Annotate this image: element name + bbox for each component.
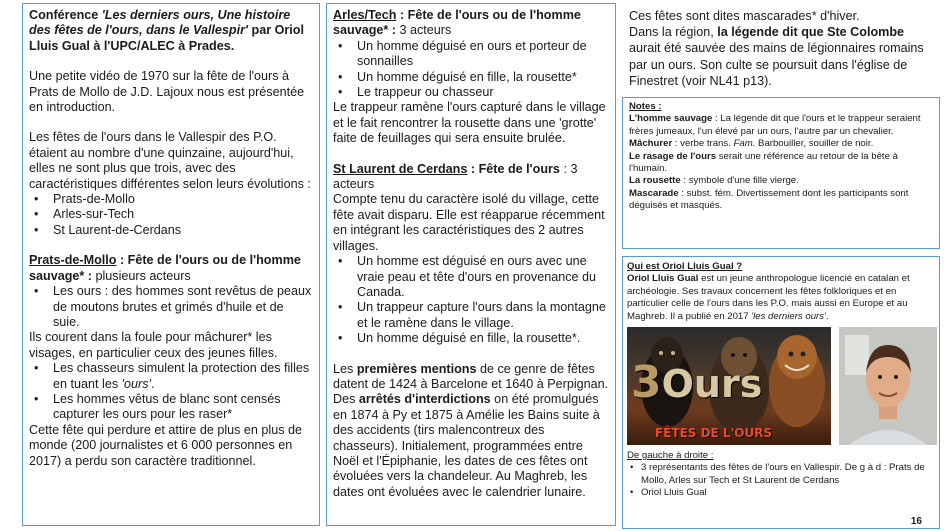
note-definition-end: Barbouiller, souiller de noir. [755, 138, 874, 150]
legend-paragraph [629, 24, 933, 89]
note-term: Mâchurer [629, 138, 673, 150]
caption-list [627, 462, 935, 499]
stl-list [333, 254, 609, 346]
list-item: • Oriol Lluis Gual [627, 487, 935, 499]
bio-text: est un jeune anthropologue licencié en catalan et archéologie. Ses travaux concernent les fêtes folkloriques et en particulier celle de l'ours dans les P.O. mais aussi en Europe et au Maghreb. Il a publié en 2017 [627, 273, 910, 322]
list-item: • Un trappeur capture l'ours dans la montagne et le ramène dans le village. [333, 300, 609, 331]
page-number: 16 [910, 516, 922, 527]
article-column-1 [22, 3, 320, 526]
photo-caption [627, 450, 935, 500]
note-term: Le rasage de l'ours [629, 150, 717, 162]
list-item: • Les hommes vêtus de blanc sont censés capturer les ours pour les raser* [29, 392, 313, 423]
list-item: • Un homme déguisé en fille, la rousette*. [333, 331, 609, 346]
note-definition: : verbe trans. [672, 138, 734, 150]
legend-text-end: aurait été sauvée des mains de légionnaires romains par un ours. Son culte se poursuit dans l'église de Finestret (voir NL41 p13). [629, 41, 924, 88]
arles-heading [333, 8, 609, 39]
caption-title: De gauche à droite : [627, 450, 714, 462]
note-item [629, 151, 933, 176]
arles-paragraph: Le trappeur ramène l'ours capturé dans le village et le fait rencontrer la rousette dans une 'grotte' faite de feuillages qui sera ensuite brulée. [333, 100, 606, 146]
note-item [629, 113, 933, 138]
history-text-end: de ce genre de fêtes datent de 1424 à Barcelone et 1640 à Perpignan. [333, 361, 609, 391]
history-text: Les [333, 361, 357, 376]
history-text-end: on été promulgués en 1874 à Py et 1875 à Amélie les Bains suite à des accidents (tirs malencontreux des chasseurs). Initialement, programmées entre Noël et l'Épiphanie, les dates de ces fêtes ont évoluées vers la chandeleur. Au Maghreb, les dates ont évoluées avec le calendrier lunaire. [333, 392, 600, 499]
prats-list-2 [29, 361, 313, 423]
prats-heading-tail: plusieurs acteurs [92, 268, 191, 283]
prats-heading-link: Prats-de-Mollo [29, 253, 117, 268]
note-definition: serait une référence au retour de la bête à l'humain. [629, 150, 898, 175]
poster-word: Ours [661, 362, 763, 407]
intro-paragraph [29, 8, 313, 54]
stl-heading-tail: : 3 acteurs [333, 161, 578, 192]
intro-label: Conférence [29, 8, 102, 22]
list-item: • Un homme déguisé en ours et porteur de sonnailles [333, 39, 609, 70]
arles-heading-link: Arles/Tech [333, 8, 397, 22]
bio-book-title: 'les derniers ours' [751, 310, 826, 322]
village-list [29, 192, 313, 238]
prats-paragraph-1: Ils courent dans la foule pour mâchurer* les visages, en particulier ceux des jeunes filles. [29, 330, 278, 360]
prats-paragraph-2: Cette fête qui perdure et attire de plus en plus de monde (200 journalistes et 6 000 personnes en 2017) a perdu son caractère traditionnel. [29, 422, 303, 468]
bear-festival-photo [627, 327, 831, 445]
photo-row [627, 327, 935, 445]
portrait-photo [839, 327, 937, 445]
stl-paragraph: Compte tenu du caractère isolé du village, cette fête avait disparu. Elle est réapparue récemment en intégrant les caractéristiques des 2 autres villages. [333, 192, 605, 253]
legend-text: Dans la région, [629, 25, 718, 40]
list-item: • Les ours : des hommes sont revêtus de peaux de moutons brutes et grimés d'huile et de suie. [29, 284, 313, 330]
prats-list-1 [29, 284, 313, 330]
prats-heading [29, 253, 313, 284]
notes-title-text: Notes : [629, 101, 662, 112]
list-item: • 3 représentants des fêtes de l'ours en Vallespir. De g à d : Prats de Mollo, Arles sur Tech et St Laurent de Cerdans [627, 462, 935, 487]
fetes-paragraph: Les fêtes de l'ours dans le Vallespir des P.O. étaient au nombre d'une quinzaine, aujourd'hui, elles ne sont plus que trois, avec des caractéristiques différentes selon leurs évolutions : [29, 130, 311, 191]
video-paragraph: Une petite vidéo de 1970 sur la fête de l'ours à Prats de Mollo de J.D. Lajoux nous est présentée en introduction. [29, 69, 305, 115]
stl-heading-rest: : Fête de l'ours [467, 161, 560, 176]
notes-title [629, 101, 933, 113]
note-term: Mascarade [629, 187, 679, 199]
history-paragraph-1 [333, 362, 609, 393]
portrait-illustration [839, 327, 937, 445]
list-item-text: Les chasseurs simulent la protection des filles en tuant les [53, 361, 310, 391]
list-item [29, 361, 313, 392]
mascarade-line: Ces fêtes sont dites mascarades* d'hiver. [629, 9, 860, 23]
list-item-italic: 'ours' [121, 376, 151, 391]
bio-name: Oriol Lluis Gual [627, 273, 699, 285]
list-item-end: . [150, 376, 155, 391]
arles-list [333, 39, 609, 101]
bio-end: . [825, 310, 829, 322]
note-definition: : La légende dit que l'ours et le trappeur seraient frères jumeaux, l'un élevé par un ours, l'autre par un chevalier. [629, 113, 921, 137]
notes-box [622, 97, 940, 249]
prats-heading-rest: : Fête de l'ours ou de l'homme sauvage* : [29, 253, 301, 283]
stl-heading-link: St Laurent de Cerdans [333, 161, 468, 176]
history-paragraph-2 [333, 392, 609, 500]
note-item [629, 188, 933, 213]
article-column-2 [326, 3, 616, 526]
stl-heading [333, 162, 609, 193]
bio-title-text: Qui est Oriol Lluis Gual ? [627, 261, 743, 272]
note-item [629, 175, 933, 187]
note-item [629, 138, 933, 150]
arles-heading-rest: : Fête de l'ours ou de l'homme sauvage* : [333, 8, 581, 38]
legend-bold: la légende dit que Ste Colombe [717, 25, 905, 40]
list-item: • Un homme est déguisé en ours avec une vraie peau et tête d'ours en provenance du Canada. [333, 254, 609, 300]
note-italic: Fam. [733, 138, 756, 150]
note-term: La rousette [629, 175, 681, 187]
bio-box [622, 256, 940, 529]
list-item: • St Laurent-de-Cerdans [29, 223, 313, 238]
history-bold: premières mentions [356, 361, 477, 376]
list-item: • Un homme déguisé en fille, la rousette* [333, 70, 609, 85]
list-item: • Le trappeur ou chasseur [333, 85, 609, 100]
intro-speaker: par Oriol Lluis Gual à l'UPC/ALEC à Prades. [29, 23, 304, 53]
bio-title [627, 261, 935, 273]
bio-paragraph [627, 273, 935, 323]
mascarade-text-block [622, 3, 940, 94]
poster-title [631, 357, 763, 409]
poster-subtitle: FÊTES DE L'OURS [655, 426, 773, 441]
note-definition: : subst. fém. Divertissement dont les participants sont déguisés et masqués. [629, 187, 909, 212]
arles-heading-tail: 3 acteurs [396, 23, 452, 38]
list-item: • Arles-sur-Tech [29, 207, 313, 222]
conference-title: 'Les derniers ours, Une histoire des fêtes de l'ours, dans le Vallespir' [29, 8, 291, 38]
history-bold: arrêtés d'interdictions [358, 392, 491, 407]
history-text: Des [333, 392, 359, 407]
note-term: L'homme sauvage [629, 113, 713, 125]
poster-number: 3 [631, 357, 662, 409]
list-item: • Prats-de-Mollo [29, 192, 313, 207]
note-definition: : symbole d'une fille vierge. [680, 175, 799, 187]
